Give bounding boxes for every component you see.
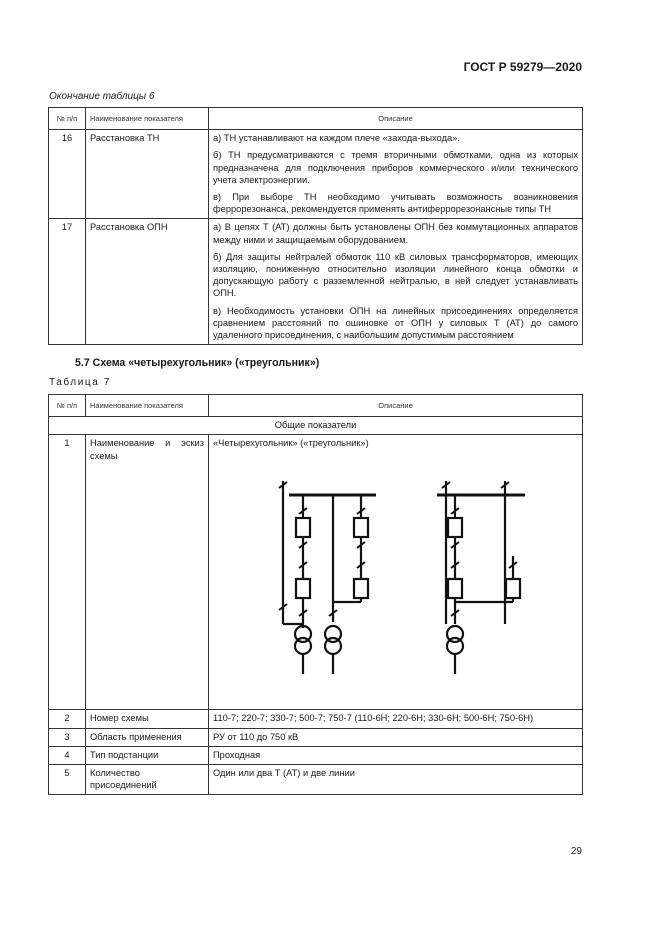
description-item: б) ТН предусматриваются с тремя вторичными обмотками, одна из которых предназначена для подключения приборов коммерческого и/или технического учета электроэнергии. xyxy=(213,150,578,185)
group-row xyxy=(49,417,583,435)
row-number: 5 xyxy=(49,765,86,795)
table-header-row xyxy=(49,395,583,417)
row-number: 1 xyxy=(49,435,86,710)
page-number: 29 xyxy=(570,846,582,857)
scheme-name: «Четырехугольник» («треугольник») xyxy=(213,438,369,449)
row-number: 17 xyxy=(49,219,86,345)
row-number: 2 xyxy=(49,710,86,728)
description-item: в) При выборе ТН необходимо учитывать возможность возникновения феррорезонанса, рекомендуется применять антиферрорезонансные типы ТН xyxy=(213,192,578,215)
description-item: в) Необходимость установки ОПН на линейных присоединениях определяется сравнением расстояний по ошиновке от ОПН у силовых Т (АТ) до самого удаленного присоединения, с наибольшим допустимым расстоянием xyxy=(213,305,578,341)
breaker xyxy=(448,518,462,537)
table-6 xyxy=(48,107,583,345)
breaker xyxy=(506,579,520,598)
description-item: б) Для защиты нейтралей обмоток 110 кВ силовых трансформаторов, имеющих изоляцию, пониженную относительно изоляции линейного конца обмотки и допускающую работу с разземленной нейтралью, в ней следует устанавливать ОПН. xyxy=(213,251,578,299)
section-heading: 5.7 Схема «четырехугольник» («треугольник») xyxy=(75,357,320,369)
standard-designation: ГОСТ Р 59279—2020 xyxy=(463,60,582,74)
transformer-1 xyxy=(295,626,311,674)
breaker xyxy=(354,579,368,598)
col-header-number: № п/п xyxy=(49,395,86,417)
description-item: а) ТН устанавливают на каждом плече «захода-выхода». xyxy=(213,133,460,144)
row-indicator: Область применения xyxy=(86,728,209,746)
row-description xyxy=(209,130,583,219)
row-indicator: Расстановка ОПН xyxy=(86,219,209,345)
table-header-row xyxy=(49,108,583,130)
table-row xyxy=(49,130,583,219)
row-indicator: Номер схемы xyxy=(86,710,209,728)
row-indicator: Расстановка ТН xyxy=(86,130,209,219)
row-indicator: Наименование и эскиз схемы xyxy=(86,435,209,710)
row-number: 16 xyxy=(49,130,86,219)
group-heading: Общие показатели xyxy=(49,417,583,435)
row-number: 3 xyxy=(49,728,86,746)
row-description: Проходная xyxy=(209,746,583,764)
breaker xyxy=(354,518,368,537)
description-item: а) В цепях Т (АТ) должны быть установлены ОПН без коммутационных аппаратов между ними и защищаемым оборудованием. xyxy=(213,222,578,245)
table-row xyxy=(49,746,583,764)
table-row xyxy=(49,219,583,345)
row-description: Один или два Т (АТ) и две линии xyxy=(209,765,583,795)
table-row xyxy=(49,435,583,710)
table-7 xyxy=(48,394,583,795)
row-indicator: Количество присоединений xyxy=(86,765,209,795)
scheme-sketch xyxy=(269,476,529,681)
row-description xyxy=(209,219,583,345)
transformer-2 xyxy=(325,626,341,674)
transformer-3 xyxy=(447,626,463,674)
col-header-description: Описание xyxy=(209,108,583,130)
row-indicator: Тип подстанции xyxy=(86,746,209,764)
col-header-description: Описание xyxy=(209,395,583,417)
disconnector-symbols xyxy=(279,482,365,616)
col-header-number: № п/п xyxy=(49,108,86,130)
breaker xyxy=(448,579,462,598)
breaker xyxy=(296,579,310,598)
row-description: РУ от 110 до 750 кВ xyxy=(209,728,583,746)
row-number: 4 xyxy=(49,746,86,764)
table-row xyxy=(49,710,583,728)
table-row xyxy=(49,728,583,746)
col-header-indicator: Наименование показателя xyxy=(86,108,209,130)
row-description xyxy=(209,435,583,710)
table-7-caption: Таблица 7 xyxy=(49,377,111,388)
col-header-indicator: Наименование показателя xyxy=(86,395,209,417)
row-description: 110-7; 220-7; 330-7; 500-7; 750-7 (110-6Н; 220-6Н; 330-6Н; 500-6Н; 750-6Н) xyxy=(209,710,583,728)
table-row xyxy=(49,765,583,795)
breaker xyxy=(296,518,310,537)
table-6-caption: Окончание таблицы 6 xyxy=(49,91,155,102)
